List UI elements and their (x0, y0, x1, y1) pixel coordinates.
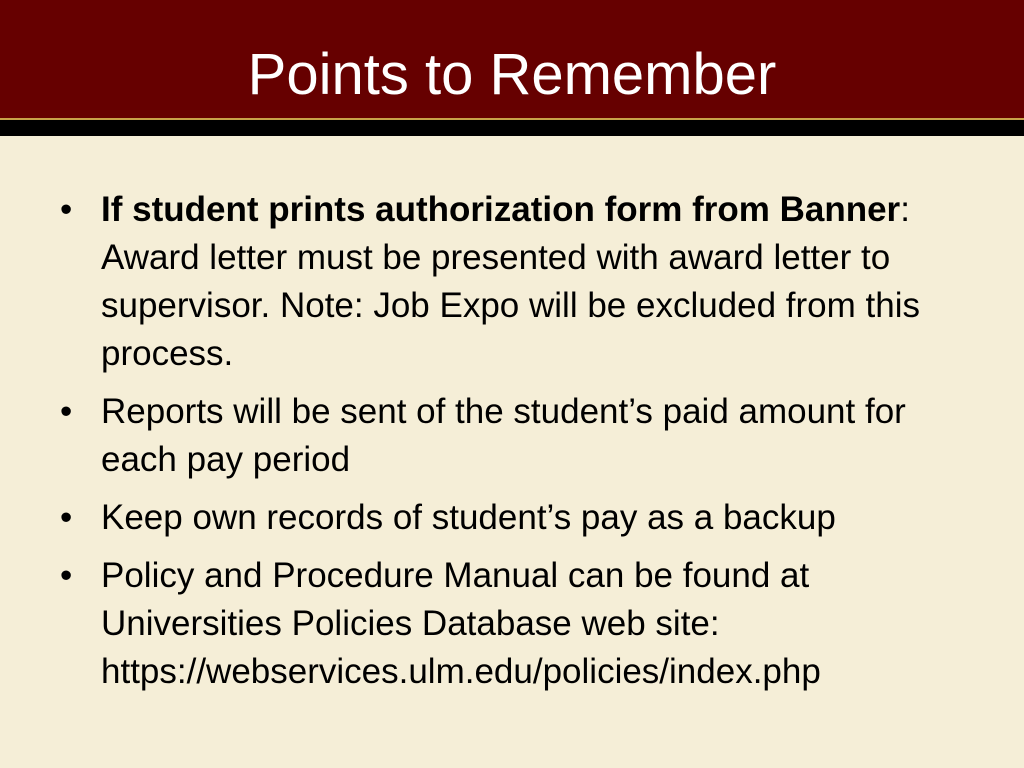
bullet-item (56, 388, 986, 484)
bullet-item (56, 552, 986, 696)
bullet-text: : Award letter must be presented with award letter to supervisor. Note: Job Expo will be excluded from this process. (101, 190, 920, 373)
bullet-text: Keep own records of student’s pay as a backup (101, 498, 836, 537)
bullet-icon: • (60, 556, 73, 595)
bullet-list (56, 186, 986, 706)
bullet-text: Reports will be sent of the student’s paid amount for each pay period (101, 392, 906, 479)
bullet-item (56, 186, 986, 378)
bullet-bold-text: If student prints authorization form from Banner (101, 190, 901, 229)
bullet-text: Policy and Procedure Manual can be found at Universities Policies Database web site: https://webservices.ulm.edu/policies/index.php (101, 556, 821, 691)
bullet-icon: • (60, 190, 73, 229)
bullet-icon: • (60, 392, 73, 431)
black-divider-bar (0, 120, 1024, 136)
bullet-item (56, 494, 986, 542)
slide-title: Points to Remember (247, 42, 777, 107)
bullet-icon: • (60, 498, 73, 537)
